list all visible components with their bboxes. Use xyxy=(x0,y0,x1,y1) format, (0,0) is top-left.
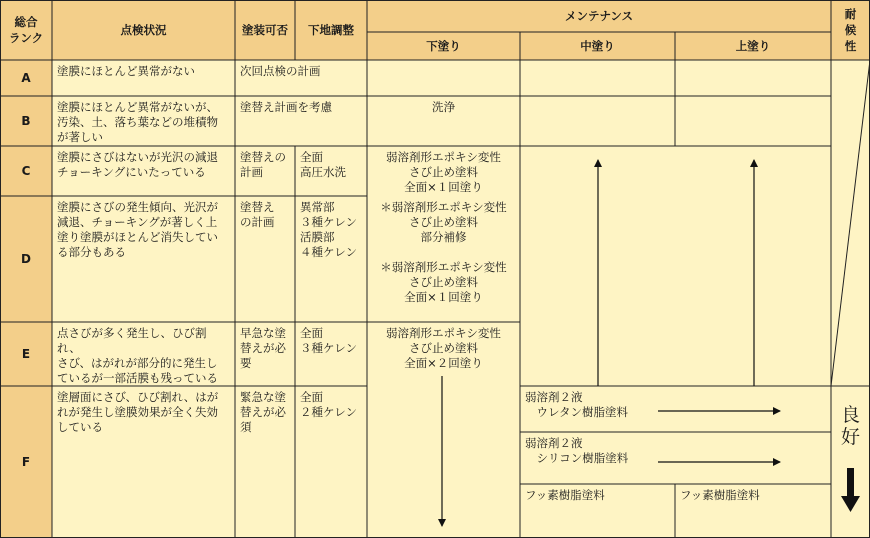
f-fluorine-top: フッ素樹脂塗料 xyxy=(680,488,760,502)
header-rank-label: 総合 ランク xyxy=(8,15,44,45)
rank-e-label: E xyxy=(21,346,31,361)
durability-down-arrow xyxy=(841,468,860,512)
f-fluorine-middle: フッ素樹脂塗料 xyxy=(525,488,605,502)
row-e-prep: 全面 ３種ケレン xyxy=(300,326,357,355)
row-b-paint-ok: 塗替え計画を考慮 xyxy=(240,100,332,114)
row-a-condition: 塗膜にほとんど異常がない xyxy=(57,64,195,78)
row-e-condition: 点さびが多く発生し、ひび割れ、 さび、はがれが部分的に発生し ているが一部活膜も残っている xyxy=(57,326,218,385)
header-under-label: 下塗り xyxy=(426,38,461,53)
rank-d-label: D xyxy=(21,251,31,266)
row-d-paint-ok: 塗替え の計画 xyxy=(240,200,275,229)
header-paint-ok-label: 塗装可否 xyxy=(242,22,288,37)
row-d-prep: 異常部 ３種ケレン 活膜部 ４種ケレン xyxy=(300,200,357,259)
header-maintenance-label: メンテナンス xyxy=(564,8,634,23)
row-f-condition: 塗層面にさび、ひび割れ、はが れが発生し塗膜効果が全く失効 している xyxy=(57,390,219,434)
row-f-prep: 全面 ２種ケレン xyxy=(300,390,357,419)
durability-good-label: 良 好 xyxy=(840,404,860,448)
row-a-paint-ok: 次回点検の計画 xyxy=(240,64,321,78)
header-top-label: 上塗り xyxy=(735,38,771,53)
row-d-condition: 塗膜にさびの発生傾向、光沢が 減退、チョーキングが著しく上 塗り塗膜がほとんど消失してい る部分もある xyxy=(57,200,218,259)
row-d-under: ＊弱溶剤形エポキシ変性 さび止め塗料 部分補修 ＊弱溶剤形エポキシ変性 さび止め塗料 全面×１回塗り xyxy=(380,200,507,304)
row-c-condition: 塗膜にさびはないが光沢の減退 チョーキングにいたっている xyxy=(57,150,218,179)
row-c-paint-ok: 塗替えの 計画 xyxy=(240,150,286,179)
header-prep-label: 下地調整 xyxy=(308,22,354,37)
header-durability-label: 耐 候 性 xyxy=(844,7,857,53)
row-c-prep: 全面 高圧水洗 xyxy=(300,150,346,179)
header-condition-label: 点検状況 xyxy=(120,22,167,37)
rank-f-label: F xyxy=(21,454,31,469)
header-middle-label: 中塗り xyxy=(580,38,615,53)
row-b-under: 洗浄 xyxy=(432,100,455,114)
f-silicone-label: 弱溶剤２液 シリコン樹脂塗料 xyxy=(525,436,629,465)
row-c-under: 弱溶剤形エポキシ変性 さび止め塗料 全面×１回塗り xyxy=(386,150,501,194)
row-e-paint-ok: 早急な塗 替えが必 要 xyxy=(240,326,286,370)
rank-b-label: B xyxy=(21,113,31,128)
row-f-paint-ok: 緊急な塗 替えが必 須 xyxy=(240,390,286,434)
row-e-under: 弱溶剤形エポキシ変性 さび止め塗料 全面×２回塗り xyxy=(386,326,501,370)
f-urethane-label: 弱溶剤２液 ウレタン樹脂塗料 xyxy=(525,390,629,419)
rank-a-label: A xyxy=(21,70,31,85)
row-b-condition: 塗膜にほとんど異常がないが、 汚染、土、落ち葉などの堆積物 が著しい xyxy=(57,100,218,144)
rank-c-label: C xyxy=(21,163,31,178)
